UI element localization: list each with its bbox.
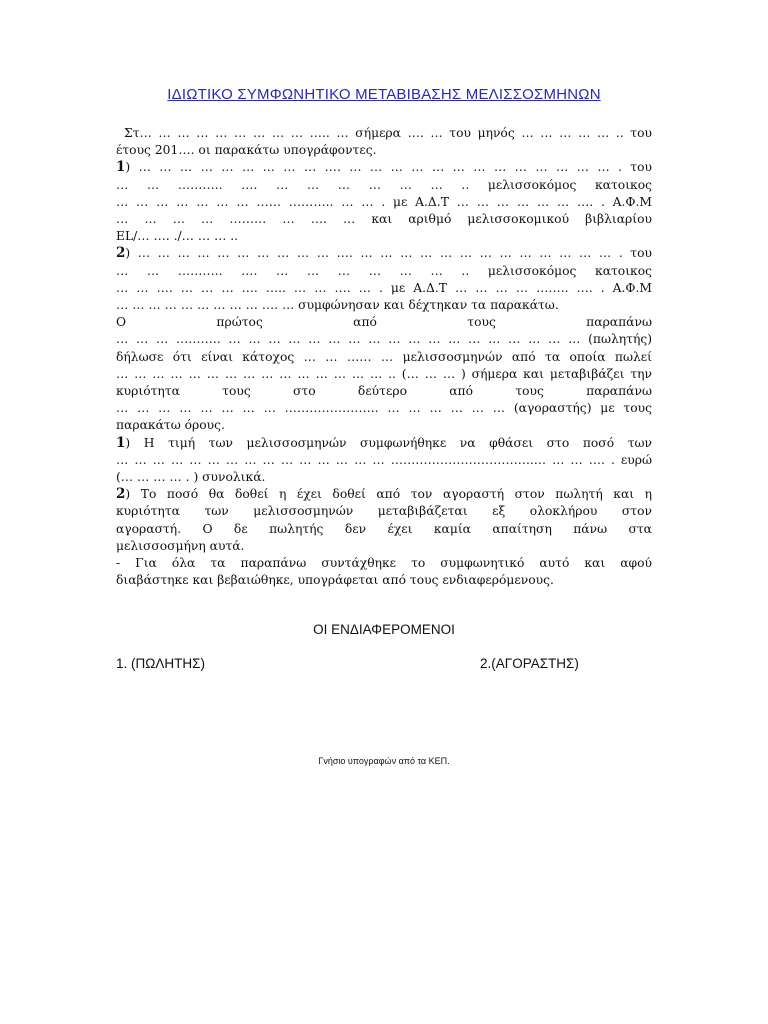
- term2-number: 2: [116, 486, 126, 503]
- term1-line: [116, 435, 652, 452]
- closing-line: - Για όλα τα παραπάνω συντάχθηκε το συμφωνητικό αυτό και αφού: [116, 556, 652, 571]
- party2-line: [116, 245, 652, 262]
- term1-line-text: ) Η τιμή των μελισσοσμηνών συμφωνήθηκε να φθάσει στο ποσό των: [125, 435, 652, 450]
- agreement-line: κυριότητα τους στο δεύτερο από τους παραπάνω: [116, 384, 652, 399]
- party2-number: 2: [116, 245, 126, 262]
- closing-line: διαβάστηκε και βεβαιώθηκε, υπογράφεται από τους ενδιαφερόμενους.: [116, 573, 554, 588]
- buyer-label: 2.(ΑΓΟΡΑΣΤΗΣ): [480, 656, 579, 671]
- intro-line: έτους 201…. οι παρακάτω υπογράφοντες.: [116, 143, 377, 158]
- agreement-line: … … … … … … … … ………………….. … … … … … … (αγοραστής) με τους: [116, 401, 652, 416]
- term2-line: αγοραστή. Ο δε πωλητής δεν έχει καμία απαίτηση πάνω στα: [116, 521, 652, 536]
- party1-line-text: ) … … … … … … … … … …. … … … … … … … … … … … … … . του: [125, 160, 652, 175]
- term1-line: (… … … … . ) συνολικά.: [116, 470, 266, 485]
- term1-line: … … … … … … … … … … … … … … … ……………………………..… … … …. . ευρώ: [116, 452, 652, 467]
- agreement-line: … … … ……….. … … … … … … … … … … … … … … … … … … (πωλητής): [116, 332, 652, 347]
- document-title: ΙΔΙΩΤΙΚΟ ΣΥΜΦΩΝΗΤΙΚΟ ΜΕΤΑΒΙΒΑΣΗΣ ΜΕΛΙΣΣΟΣΜΗΝΩΝ: [167, 86, 601, 103]
- term2-line: κυριότητα των μελισσοσμηνών μεταβιβάζεται εξ ολοκλήρου στον: [116, 504, 652, 519]
- agreement-line: παρακάτω όρους.: [116, 418, 225, 433]
- party2-line: … … … … … … … … … …. … συμφώνησαν και δέχτηκαν τα παρακάτω.: [116, 298, 559, 313]
- term2-line: [116, 486, 652, 503]
- agreement-line: δήλωσε ότι είναι κάτοχος … … …… … μελισσοσμηνών από τα οποία πωλεί: [116, 349, 652, 364]
- document-body: [116, 125, 652, 589]
- party1-line: … … ……….. …. … … … … … … .. μελισσοκόμος κατοικος: [116, 177, 652, 192]
- agreement-line: … … … … … … … … … … … … … … … .. (… … … ) σήμερα και μεταβιβάζει την: [116, 366, 652, 381]
- term1-number: 1: [116, 434, 126, 451]
- agreement-line: Ο πρώτος από τους παραπάνω: [116, 315, 652, 330]
- party1-line: … … … … … … … …… ……….. … … . με Α.Δ.Τ … … … … … … …. . Α.Φ.Μ: [116, 194, 652, 209]
- party1-line: [116, 159, 652, 176]
- term2-line-text: ) Το ποσό θα δοθεί η έχει δοθεί από τον αγοραστή στον πωλητή και η: [125, 487, 652, 502]
- parties-heading: ΟΙ ΕΝΔΙΑΦΕΡΟΜΕΝΟΙ: [313, 622, 455, 637]
- signature-note: Γνήσιο υπογραφών από τα ΚΕΠ.: [318, 756, 450, 766]
- term2-line: μελισσοσμήνη αυτά.: [116, 538, 245, 553]
- seller-label: 1. (ΠΩΛΗΤΗΣ): [116, 656, 205, 671]
- party2-line-text: ) … … … … … … … … … … …. … … … … … … … … … … … … … . του: [125, 246, 652, 261]
- party1-line: … … … … ……… … …. … και αριθμό μελισσοκομικού βιβλιαρίου: [116, 212, 652, 227]
- intro-line: Στ… … … … … … … … … ….. … σήμερα …. … του μηνός … … … … … .. του: [124, 126, 652, 140]
- party2-line: … … ……….. …. … … … … … … .. μελισσοκόμος κατοικος: [116, 263, 652, 278]
- party1-number: 1: [116, 159, 126, 176]
- party2-line: … … …. … … … …. ….. … … …. … . με Α.Δ.Τ … … … … …….. …. . Α.Φ.Μ: [116, 280, 652, 295]
- party1-line: EL/… …. ./… … … ..: [116, 229, 239, 244]
